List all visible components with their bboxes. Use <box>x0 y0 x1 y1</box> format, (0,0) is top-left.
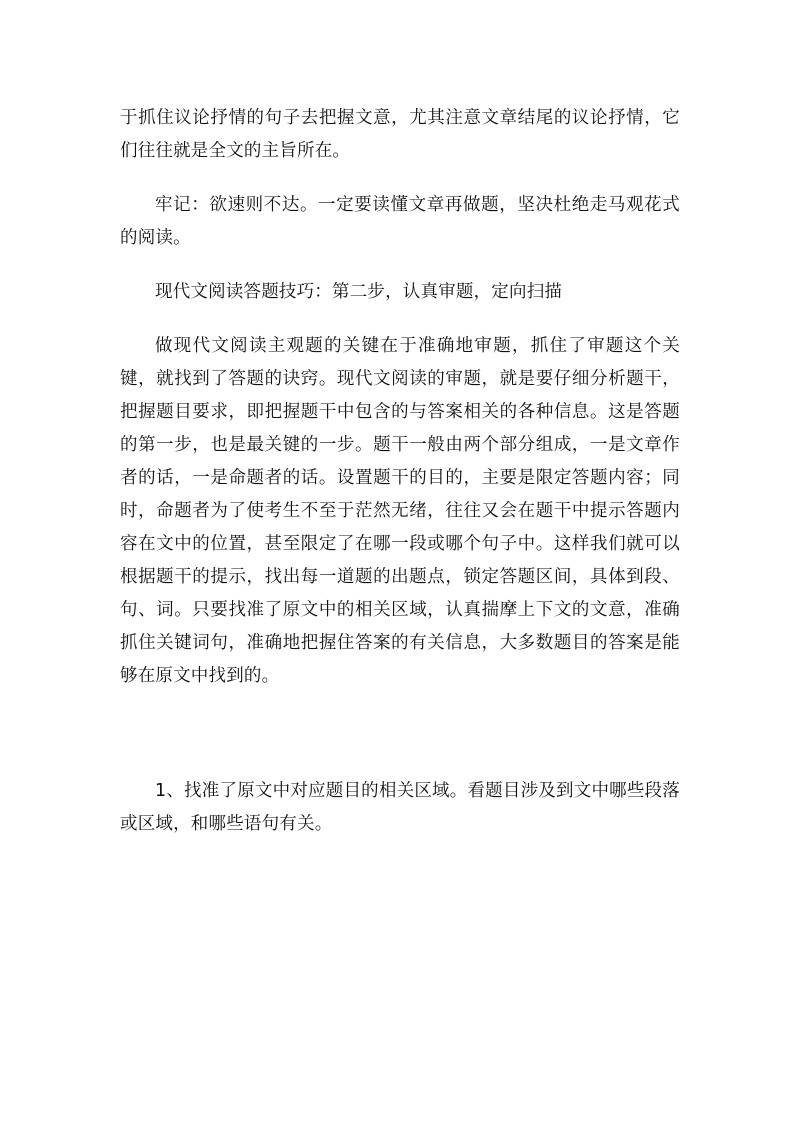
paragraph-continuation: 于抓住议论抒情的句子去把握文意，尤其注意文章结尾的议论抒情，它们往往就是全文的主旨所在。 <box>120 108 680 161</box>
paragraph-reminder: 牢记：欲速则不达。一定要读懂文章再做题，坚决杜绝走马观花式的阅读。 <box>120 195 680 248</box>
document-body <box>120 102 680 841</box>
list-item-1: 1、找准了原文中对应题目的相关区域。看题目涉及到文中哪些段落或区域，和哪些语句有关。 <box>120 781 680 834</box>
section-heading: 现代文阅读答题技巧：第二步，认真审题，定向扫描 <box>155 282 563 302</box>
paragraph-main: 做现代文阅读主观题的关键在于准确地审题，抓住了审题这个关键，就找到了答题的诀窍。现代文阅读的审题，就是要仔细分析题干，把握题目要求，即把握题干中包含的与答案相关的各种信息。这是答题的第一步，也是最关键的一步。题干一般由两个部分组成，一是文章作者的话，一是命题者的话。设置题干的目的，主要是限定答题内容；同时，命题者为了使考生不至于茫然无绪，往往又会在题干中提示答题内容在文中的位置，甚至限定了在哪一段或哪个句子中。这样我们就可以根据题干的提示，找出每一道题的出题点，锁定答题区间，具体到段、句、词。只要找准了原文中的相关区域，认真揣摩上下文的文意，准确抓住关键词句，准确地把握住答案的有关信息，大多数题目的答案是能够在原文中找到的。 <box>120 336 680 686</box>
